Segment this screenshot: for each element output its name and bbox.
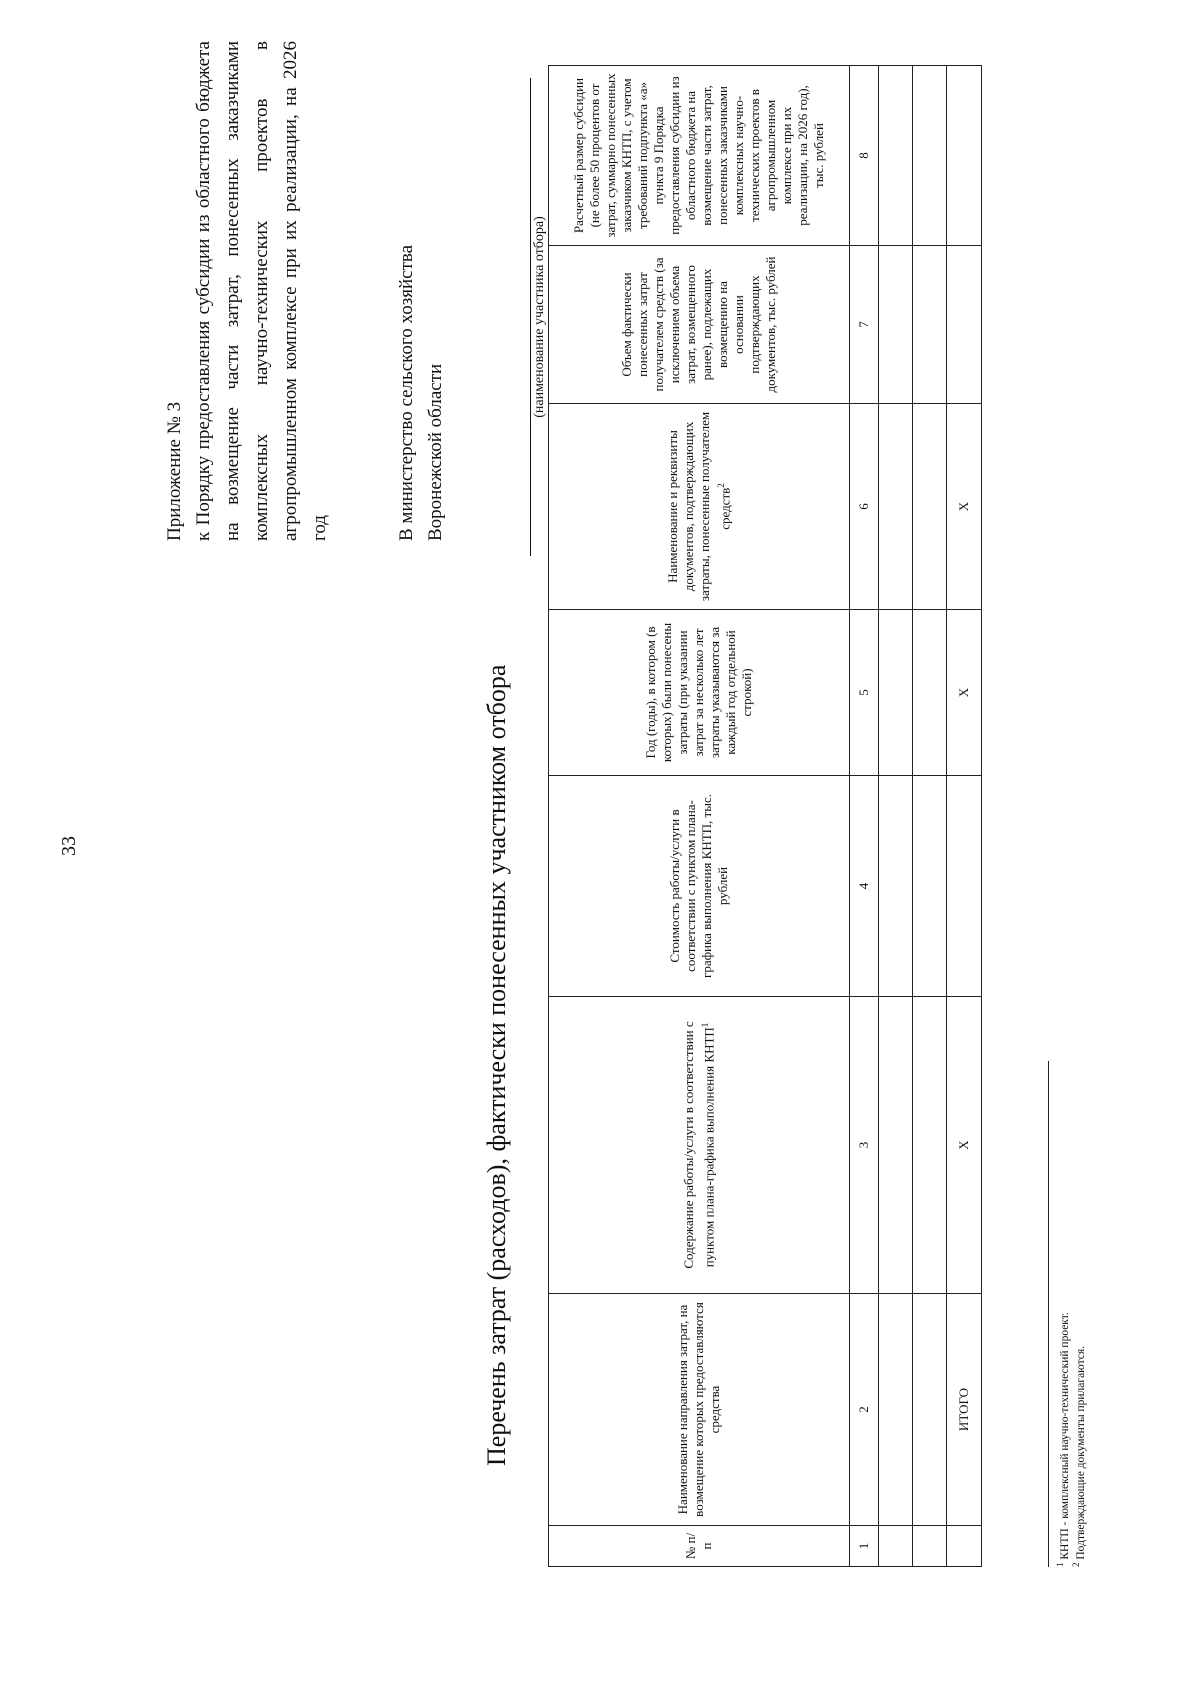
table-header-row: [549, 66, 850, 1567]
participant-name-caption: (наименование участника отбора): [532, 216, 547, 418]
total-cell: X: [947, 610, 982, 776]
appendix-text: к Порядку предоставления субсидии из областного бюджета на возмещение части затрат, понесенных заказчиками комплексных научно-технических проектов в агропромышленном комплексе при их реализации, на 2026 год: [193, 41, 330, 541]
footnote-2: $^2$ Подтверждающие документы прилагаются.: [1071, 1345, 1087, 1567]
table-cell: [913, 997, 947, 1294]
total-cell: X: [947, 404, 982, 610]
table-cell: [913, 1294, 947, 1526]
total-cell: X: [947, 997, 982, 1294]
total-row: [947, 66, 982, 1567]
column-number: 8: [850, 66, 879, 246]
header-text: Наименование и реквизиты документов, подтверждающих затраты, понесенные получателем средств: [664, 411, 733, 602]
addressee-block: [392, 41, 450, 541]
table-cell: [879, 997, 913, 1294]
header-cell: Расчетный размер субсидии (не более 50 процентов от затрат, суммарно понесенных заказчиком КНТП, с учетом требований подпункта «а» пункта 9 Порядка предоставления субсидии из областного бюджета на возмещение части затрат, понесенных заказчиками комплексных научно-технических проектов в агропромышленном комплексе при их реализации, на 2026 год), тыс. рублей: [549, 66, 850, 246]
table-cell: [913, 776, 947, 997]
header-cell: [549, 404, 850, 610]
appendix-heading: Приложение № 3: [164, 401, 185, 541]
column-number-row: [850, 66, 879, 1567]
header-cell: Стоимость работы/услуги в соответствии с пунктом плана-графика выполнения КНТП, тыс. рублей: [549, 776, 850, 997]
table-row: [913, 66, 947, 1567]
table-cell: [879, 610, 913, 776]
table-cell: [913, 610, 947, 776]
table-cell: [879, 66, 913, 246]
footnote-ref: 2: [715, 483, 726, 488]
column-number: 7: [850, 246, 879, 404]
table-cell: [947, 1526, 982, 1567]
document-title: Перечень затрат (расходов), фактически понесенных участником отбора: [482, 664, 511, 1466]
appendix-block: [160, 41, 334, 541]
column-number: 6: [850, 404, 879, 610]
header-cell: Объем фактически понесенных затрат получателем средств (за исключением объема затрат, возмещенного ранее), подлежащих возмещению на основании подтверждающих документов, тыс. рублей: [549, 246, 850, 404]
addressee-line-2: Воронежской области: [425, 363, 446, 541]
column-number: 3: [850, 997, 879, 1294]
header-cell: Год (годы), в котором (в которых) были понесены затраты (при указании затрат за несколько лет затраты указываются за каждый год отдельной строкой): [549, 610, 850, 776]
participant-name-blank: [530, 78, 531, 556]
column-number: 5: [850, 610, 879, 776]
table-cell: [913, 66, 947, 246]
column-number: 4: [850, 776, 879, 997]
header-cell: Наименование направления затрат, на возмещение которых предоставляются средства: [549, 1294, 850, 1526]
header-cell: [549, 997, 850, 1294]
footnote-1: $^1$ КНТП - комплексный научно-технический проект.: [1055, 1312, 1071, 1567]
header-cell: № п/п: [549, 1526, 850, 1567]
table-cell: [879, 404, 913, 610]
column-number: 1: [850, 1526, 879, 1567]
table-cell: [879, 1526, 913, 1567]
table-cell: [879, 1294, 913, 1526]
table-cell: [913, 246, 947, 404]
total-cell: [947, 66, 982, 246]
footnote-ref: 1: [699, 1022, 710, 1028]
footnote-text: КНТП - комплексный научно-технический проект.: [1058, 1312, 1071, 1560]
total-label: ИТОГО: [947, 1294, 982, 1526]
addressee-line-1: В министерство сельского хозяйства: [396, 244, 417, 541]
table-cell: [913, 1526, 947, 1567]
footnote-separator: [1048, 1061, 1049, 1567]
footnote-text: Подтверждающие документы прилагаются.: [1074, 1345, 1087, 1560]
page-number: 33: [58, 836, 80, 856]
column-number: 2: [850, 1294, 879, 1526]
table-cell: [879, 776, 913, 997]
table-row: [879, 66, 913, 1567]
total-cell: [947, 246, 982, 404]
total-cell: [947, 776, 982, 997]
table-cell: [913, 404, 947, 610]
header-text: Содержание работы/услуги в соответствии с пунктом плана-графика выполнения КНТП: [680, 1021, 717, 1269]
table-cell: [879, 246, 913, 404]
expenses-table: [548, 65, 982, 1567]
